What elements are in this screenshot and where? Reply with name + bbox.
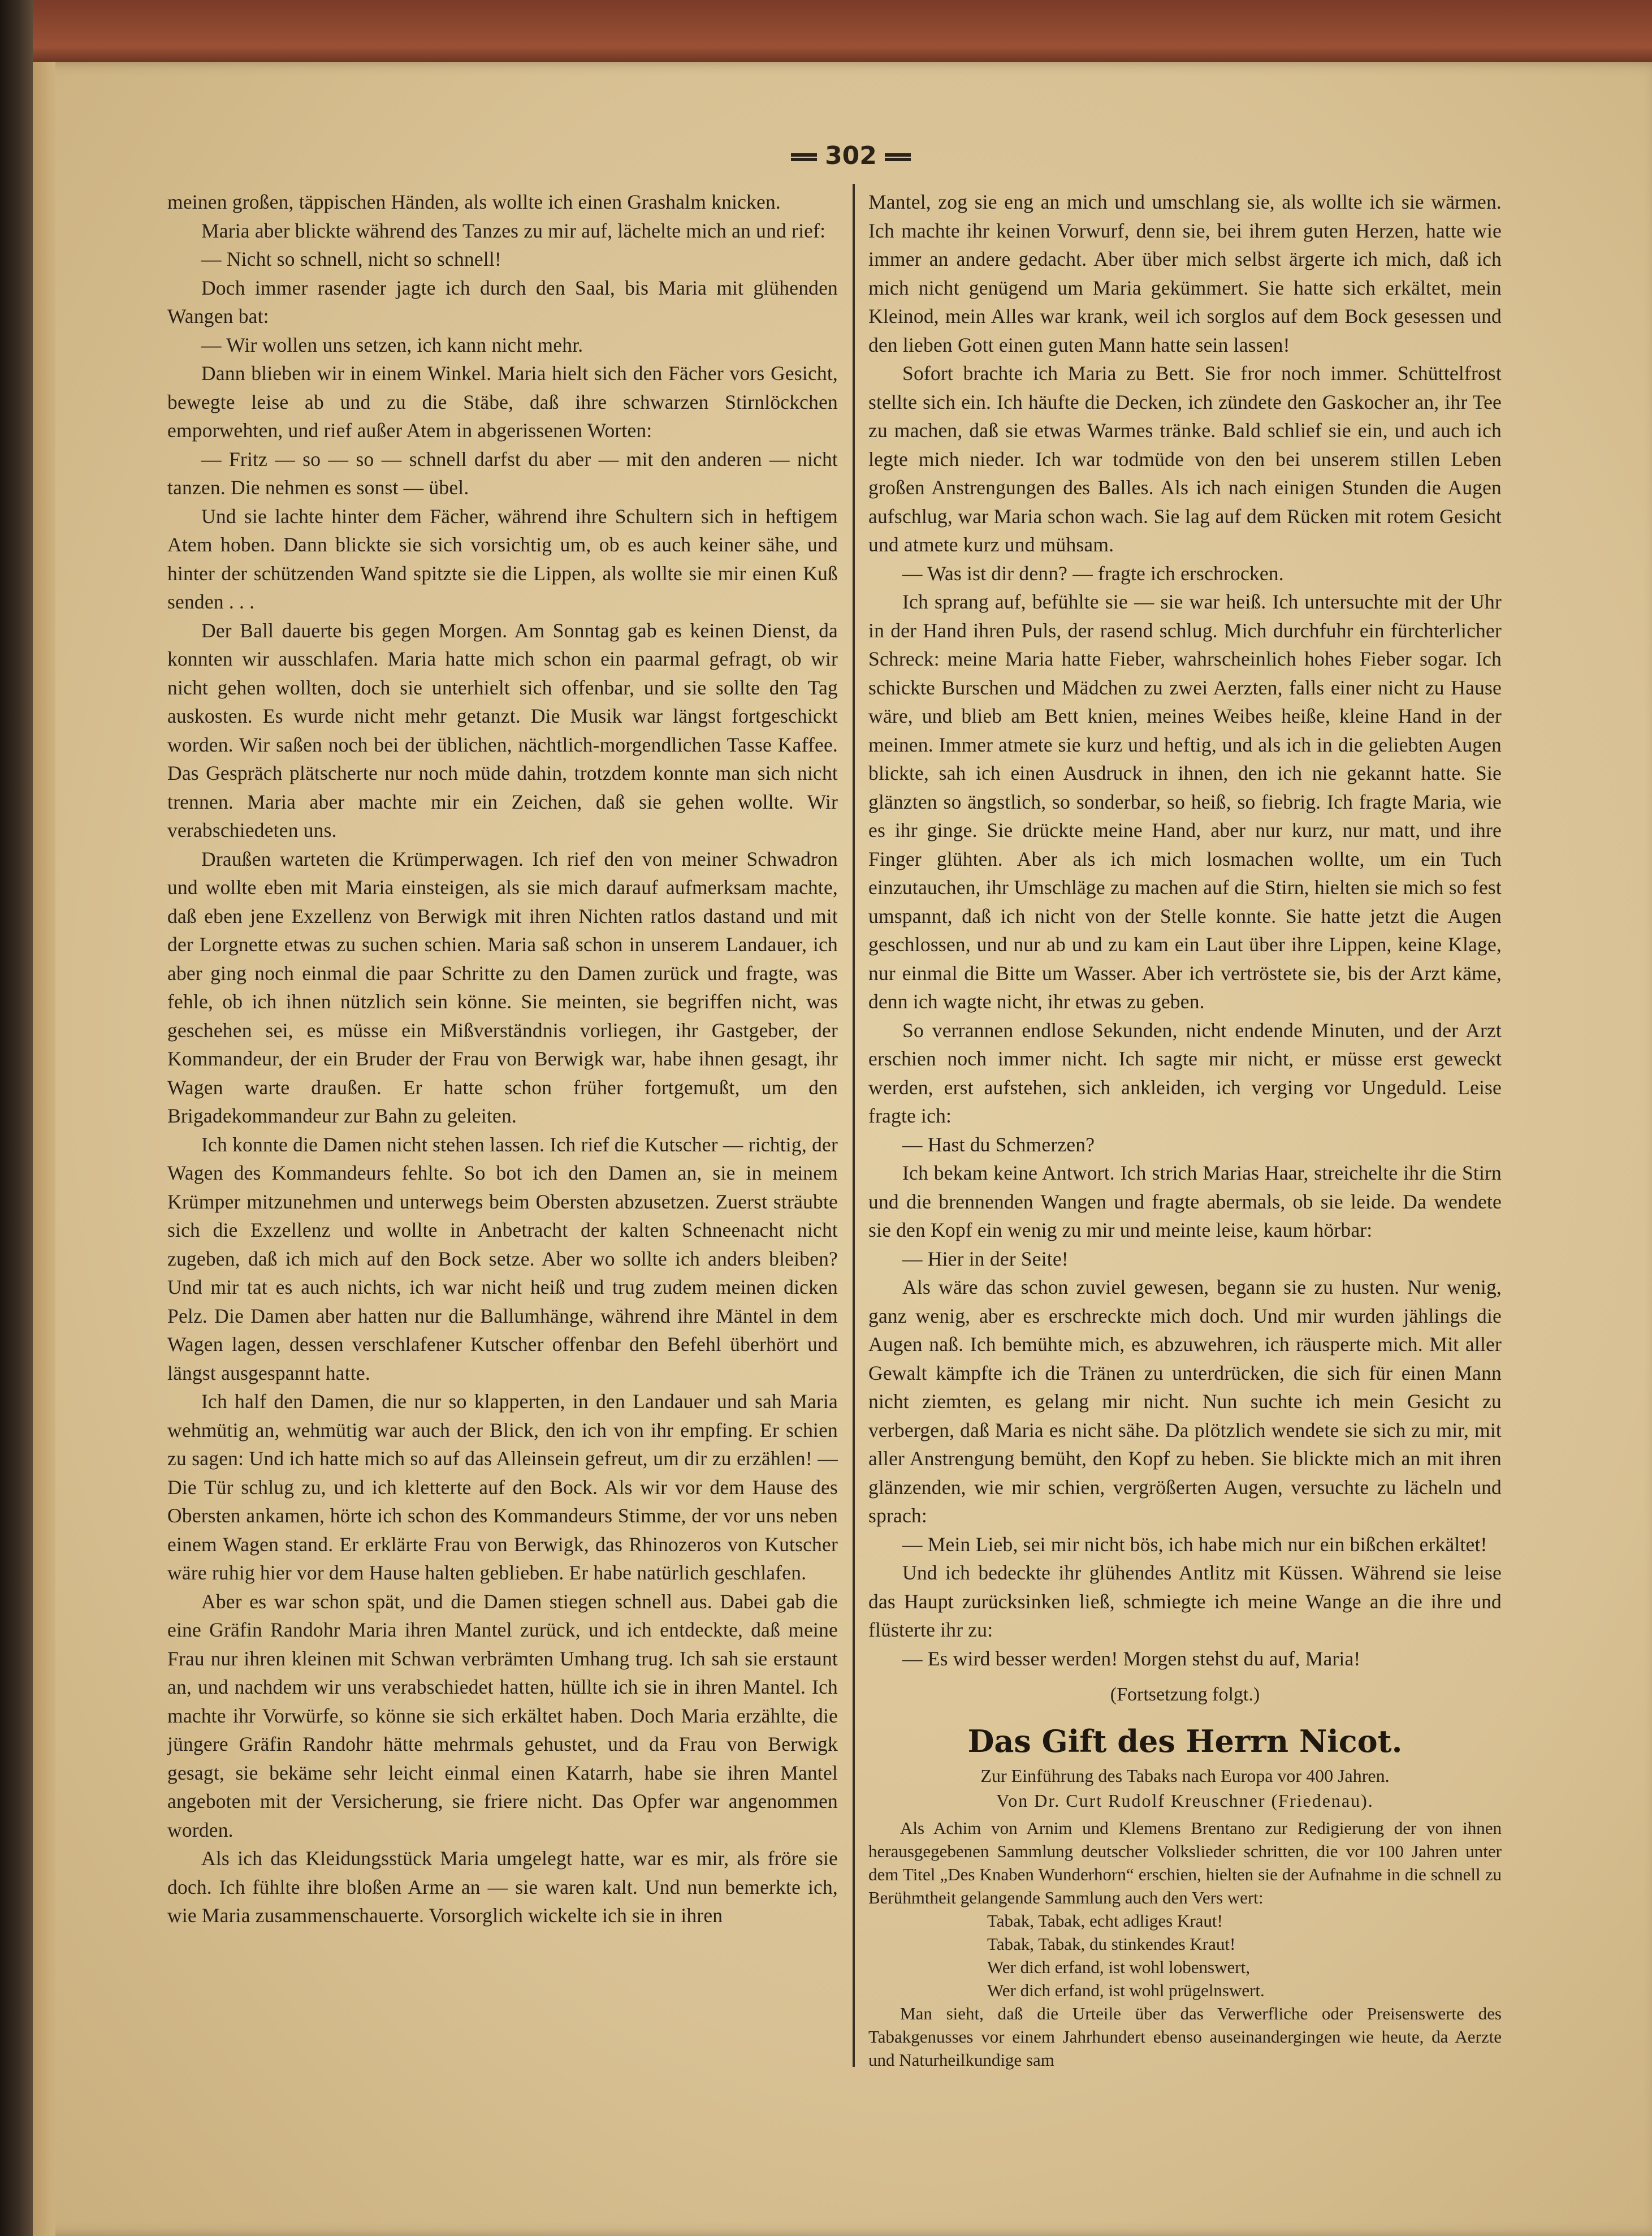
book-spine-edge	[0, 0, 33, 2236]
paragraph: — Hier in der Seite!	[902, 1247, 1069, 1270]
verse-line: Wer dich erfand, ist wohl lobenswert,	[987, 1957, 1250, 1977]
paragraph: Draußen warteten die Krümperwagen. Ich rief den von meiner Schwadron und wollte eben mit Maria einsteigen, als sie mich darauf aufmerksam machte, daß eben jene Exzellenz von Berwigk mit ihren Nichten ratlos dastand und mit der Lorgnette etwas zu suchen schien. Maria saß schon in unserem Landauer, ich aber ging noch einmal die paar Schritte zu den Damen zurück und fragte, was fehle, ob ich ihnen nützlich sein könne. Sie meinten, sie begriffen nicht, was geschehen sei, es müsse ein Mißverständnis vorliegen, ihr Gastgeber, der Kommandeur, der ein Bruder der Frau von Berwigk war, habe ihnen gesagt, ihr Wagen warte draußen. Er hatte schon früher fortgemußt, um den Brigadekommandeur zur Bahn zu geleiten.	[167, 847, 838, 1127]
paragraph: meinen großen, täppischen Händen, als wollte ich einen Grashalm knicken.	[167, 191, 781, 213]
paragraph: — Hast du Schmerzen?	[902, 1133, 1095, 1156]
paragraph: — Fritz — so — so — schnell darfst du aber — mit den anderen — nicht tanzen. Die nehmen es sonst — übel.	[167, 447, 838, 499]
verse-line: Tabak, Tabak, echt adliges Kraut!	[987, 1911, 1223, 1931]
right-column	[868, 188, 1502, 2070]
paragraph: — Es wird besser werden! Morgen stehst du auf, Maria!	[902, 1647, 1361, 1670]
paragraph: Ich sprang auf, befühlte sie — sie war heiß. Ich untersuchte mit der Uhr in der Hand ihren Puls, der rasend schlug. Mich durchfuhr ein fürchterlicher Schreck: meine Maria hatte Fieber, wahrscheinlich hohes Fieber sogar. Ich schickte Burschen und Mädchen zu zwei Aerzten, falls einer nicht zu Hause wäre, und blieb am Bett knien, meines Weibes heiße, kleine Hand in der meinen. Immer atmete sie kurz und heftig, und als ich in die geliebten Augen blickte, sah ich einen Ausdruck in ihnen, den ich nie gekannt hatte. Sie glänzten so ängstlich, so sonderbar, so heiß, so fiebrig. Ich fragte Maria, wie es ihr ginge. Sie drückte meine Hand, aber nur kurz, nur matt, und ihre Finger glühten. Aber als ich mich losmachen wollte, um ein Tuch einzutauchen, ihr Umschläge zu machen auf die Stirn, hielten sie mich so fest umspannt, daß ich nicht von der Stelle konnte. Sie hatte jetzt die Augen geschlossen, und nur ab und zu kam ein Laut über ihre Lippen, keine Klage, nur einmal die Bitte um Wasser. Aber ich vertröstete sie, bis der Arzt käme, denn ich wagte nicht, ihr etwas zu geben.	[868, 590, 1502, 1013]
verse-line: Tabak, Tabak, du stinkendes Kraut!	[987, 1934, 1236, 1954]
article-title: Das Gift des Herrn Nicot.	[967, 1723, 1403, 1759]
paragraph: Aber es war schon spät, und die Damen stiegen schnell aus. Dabei gab die eine Gräfin Randohr Maria ihren Mantel zurück, und ich entdeckte, daß meine Frau nur ihren kleinen mit Schwan verbrämten Umhang trug. Ich sah sie erstaunt an, und nachdem wir uns verabschiedet hatten, hüllte ich sie in ihren Mantel. Ich machte ihr Vorwürfe, so könne sie sich erkältet haben. Doch Maria erzählte, die jüngere Gräfin Randohr hätte mehrmals gehustet, und da Frau von Berwigk gesagt, sie bekäme sehr leicht einmal einen Katarrh, habe sie ihren Mantel angeboten mit der Versicherung, sie friere nicht. Das Opfer war angenommen worden.	[167, 1590, 838, 1841]
red-book-binding	[0, 0, 1652, 67]
paragraph: Als wäre das schon zuviel gewesen, begann sie zu husten. Nur wenig, ganz wenig, aber es erschreckte mich doch. Und mir wurden jählings die Augen naß. Ich bemühte mich, es abzuwehren, ich räusperte mich. Mit aller Gewalt kämpfte ich die Tränen zu unterdrücken, die sich für einen Mann nicht ziemten, es gelang mir nicht. Nun suchte ich mein Gesicht zu verbergen, daß Maria es nicht sähe. Da plötzlich wendete sie sich zu mir, mit aller Anstrengung bemüht, den Kopf zu heben. Sie blickte mich an mit ihren glänzenden, wie mir schien, vergrößerten Augen, versuchte zu lächeln und sprach:	[868, 1276, 1502, 1527]
paragraph: Und ich bedeckte ihr glühendes Antlitz mit Küssen. Während sie leise das Haupt zurücksinken ließ, schmiegte ich meine Wange an die ihre und flüsterte ihr zu:	[868, 1561, 1502, 1641]
verse-line: Wer dich erfand, ist wohl prügelnswert.	[987, 1980, 1265, 2000]
paragraph: So verrannen endlose Sekunden, nicht endende Minuten, und der Arzt erschien noch immer nicht. Ich sagte mir nicht, er müsse erst geweckt werden, erst aufstehen, sich ankleiden, ich verging vor Ungeduld. Leise fragte ich:	[868, 1018, 1502, 1127]
paragraph: Der Ball dauerte bis gegen Morgen. Am Sonntag gab es keinen Dienst, da konnten wir ausschlafen. Maria hatte mich schon ein paarmal gefragt, ob wir nicht gehen wollten, doch sie unterhielt sich offenbar, und sie sollte den Tag auskosten. Es wurde nicht mehr getanzt. Die Musik war längst fortgeschickt worden. Wir saßen noch bei der üblichen, nächtlich-morgendlichen Tasse Kaffee. Das Gespräch plätscherte nur noch müde dahin, trotzdem konnte man sich nicht trennen. Maria aber machte mir ein Zeichen, daß sie gehen wollte. Wir verabschiedeten uns.	[167, 619, 838, 841]
article-paragraph: Man sieht, daß die Urteile über das Verwerfliche oder Preisenswerte des Tabakgenusses vor einem Jahrhundert ebenso auseinandergingen wie heute, da Aerzte und Naturheilkundige sam	[868, 2004, 1502, 2070]
paragraph: — Was ist dir denn? — fragte ich erschrocken.	[902, 562, 1284, 585]
continuation-note: (Fortsetzung folgt.)	[1110, 1684, 1260, 1705]
paragraph: Dann blieben wir in einem Winkel. Maria hielt sich den Fächer vors Gesicht, bewegte leise ab und zu die Stäbe, daß ihre schwarzen Stirnlöckchen emporwehten, und rief außer Atem in abgerissenen Worten:	[167, 362, 838, 442]
page-gutter	[33, 62, 55, 2236]
article-subtitle: Zur Einführung des Tabaks nach Europa vor 400 Jahren.	[980, 1766, 1390, 1786]
paragraph: — Mein Lieb, sei mir nicht bös, ich habe mich nur ein bißchen erkältet!	[902, 1533, 1487, 1556]
paragraph: Sofort brachte ich Maria zu Bett. Sie fror noch immer. Schüttelfrost stellte sich ein. Ich häufte die Decken, ich zündete den Gaskocher an, ihr Tee zu machen, daß sie etwas Warmes tränke. Bald schlief sie ein, und auch ich legte mich nieder. Ich war todmüde von den bei unserem stillen Leben großen Anstrengungen des Balles. Als ich nach einigen Stunden die Augen aufschlug, war Maria schon wach. Sie lag auf dem Rücken mit rotem Gesicht und atmete kurz und mühsam.	[868, 362, 1502, 556]
paragraph: Doch immer rasender jagte ich durch den Saal, bis Maria mit glühenden Wangen bat:	[167, 276, 838, 327]
column-divider	[853, 184, 855, 2067]
article-intro: Als Achim von Arnim und Klemens Brentano zur Redigierung der von ihnen herausgegebenen Sammlung deutscher Volkslieder schritten, die vor 100 Jahren unter dem Titel „Des Knaben Wunderhorn“ erschien, hielten sie der Aufnahme in die schnell zu Berühmtheit gelangende Sammlung auch den Vers wert:	[868, 1818, 1502, 1907]
ornament-right-icon	[885, 153, 911, 161]
paragraph: Und sie lachte hinter dem Fächer, während ihre Schultern sich in heftigem Atem hoben. Dann blickte sie sich vorsichtig um, ob es auch keiner sähe, und hinter der schützenden Wand spitzte sie die Lippen, als wollte sie mir einen Kuß senden . . .	[167, 504, 838, 613]
paragraph: Ich konnte die Damen nicht stehen lassen. Ich rief die Kutscher — richtig, der Wagen des Kommandeurs fehlte. So bot ich den Damen an, sie in meinem Krümper mitzunehmen und unterwegs beim Obersten abzusetzen. Zuerst sträubte sich die Exzellenz und wollte in Anbetracht der kalten Schneenacht nicht zugeben, daß ich mich auf den Bock setze. Aber wo sollte ich anders bleiben? Und mir tat es auch nichts, ich war nicht heiß und trug zudem meinen dicken Pelz. Die Damen aber hatten nur die Ballumhänge, während ihre Mäntel in dem Wagen lagen, dessen verschlafener Kutscher offenbar den Befehl überhört und längst ausgespannt hatte.	[167, 1133, 838, 1384]
paragraph: Maria aber blickte während des Tanzes zu mir auf, lächelte mich an und rief:	[201, 219, 826, 242]
paragraph: — Nicht so schnell, nicht so schnell!	[201, 248, 501, 270]
paragraph: — Wir wollen uns setzen, ich kann nicht mehr.	[201, 333, 583, 356]
ornament-left-icon	[791, 153, 817, 161]
paragraph: Ich half den Damen, die nur so klapperten, in den Landauer und sah Maria wehmütig an, wehmütig war auch der Blick, den ich von ihr empfing. Er schien zu sagen: Und ich hatte mich so auf das Alleinsein gefreut, um dir zu erzählen! — Die Tür schlug zu, und ich kletterte auf den Bock. Als wir vor dem Hause des Obersten ankamen, hörte ich schon des Kommandeurs Stimme, der vor uns neben einem Wagen stand. Er erklärte Frau von Berwigk, das Rhinozeros von Kutscher wäre ruhig hier vor dem Hause halten geblieben. Er habe natürlich geschlafen.	[167, 1390, 838, 1584]
left-column	[167, 188, 838, 2065]
paragraph: Als ich das Kleidungsstück Maria umgelegt hatte, war es mir, als fröre sie doch. Ich fühlte ihre bloßen Arme an — sie waren kalt. Und nun bemerkte ich, wie Maria zusammenschauerte. Vorsorglich wickelte ich sie in ihren	[167, 1847, 838, 1927]
page-header	[766, 141, 936, 170]
page-number: 302	[825, 141, 877, 170]
paragraph: Mantel, zog sie eng an mich und umschlang sie, als wollte ich sie wärmen. Ich machte ihr keinen Vorwurf, denn sie, bei ihrem guten Herzen, hatte wie immer an andere gedacht. Aber über mich selbst ärgerte ich mich, daß ich mich nicht genügend um Maria gekümmert. Sie hatte sich erkältet, mein Kleinod, mein Alles war krank, weil ich sorglos auf dem Bock gesessen und den lieben Gott einen guten Mann hatte sein lassen!	[868, 191, 1502, 356]
article-author: Von Dr. Curt Rudolf Kreuschner (Friedenau).	[996, 1790, 1374, 1811]
paragraph: Ich bekam keine Antwort. Ich strich Marias Haar, streichelte ihr die Stirn und die brennenden Wangen und fragte abermals, ob sie leide. Da wendete sie den Kopf ein wenig zu mir und meinte leise, kaum hörbar:	[868, 1162, 1502, 1241]
